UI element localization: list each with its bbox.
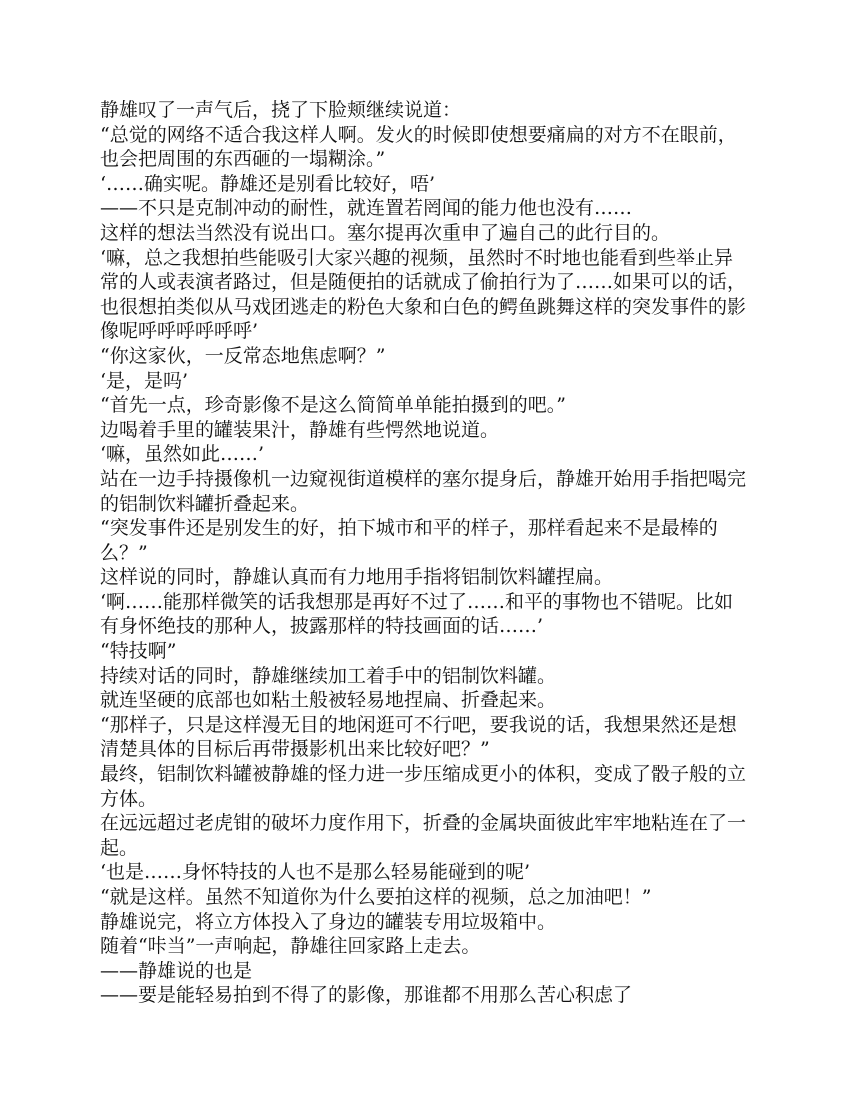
paragraph: 站在一边手持摄像机一边窥视街道模样的塞尔提身后，静雄开始用手指把喝完的铝制饮料罐折叠起来。 [100,467,747,515]
paragraph: “那样子，只是这样漫无目的地闲逛可不行吧，要我说的话，我想果然还是想清楚具体的目标后再带摄影机出来比较好吧？” [100,713,737,761]
document-body [100,98,750,1008]
paragraph: “首先一点，珍奇影像不是这么简简单单能拍摄到的吧。” [100,394,566,417]
paragraph: 这样说的同时，静雄认真而有力地用手指将铝制饮料罐捏扁。 [100,566,614,589]
paragraph: 最终，铝制饮料罐被静雄的怪力进一步压缩成更小的体积，变成了骰子般的立方体。 [100,763,747,810]
paragraph: “总觉的网络不适合我这样人啊。发火的时候即使想要痛扁的对方不在眼前，也会把周围的东西砸的一塌糊涂。” [100,123,737,171]
paragraph: 静雄叹了一声气后，挠了下脸颊继续说道： [100,99,462,121]
paragraph: “你这家伙，一反常态地焦虑啊？” [100,344,386,367]
paragraph: ‘……确实呢。静雄还是别看比较好，唔’ [100,172,436,195]
paragraph: ——不只是克制冲动的耐性，就连置若罔闻的能力他也没有…… [100,197,633,220]
paragraph: ——要是能轻易拍到不得了的影像，那谁都不用那么苦心积虑了 [100,984,633,1007]
paragraph: 持续对话的同时，静雄继续加工着手中的铝制饮料罐。 [100,664,557,687]
paragraph: ‘也是……身怀特技的人也不是那么轻易能碰到的呢’ [100,861,531,884]
paragraph: ‘是，是吗’ [100,369,189,392]
paragraph: 边喝着手里的罐装果汁，静雄有些愕然地说道。 [100,418,500,441]
paragraph: 在远远超过老虎钳的破坏力度作用下，折叠的金属块面彼此牢牢地粘连在了一起。 [100,812,747,859]
paragraph: 就连坚硬的底部也如粘土般被轻易地捏扁、折叠起来。 [100,689,557,712]
paragraph: 这样的想法当然没有说出口。塞尔提再次重申了遍自己的此行目的。 [100,221,671,244]
paragraph: “特技啊” [100,640,177,663]
paragraph: 静雄说完，将立方体投入了身边的罐装专用垃圾箱中。 [100,910,557,933]
paragraph: ‘嘛，虽然如此……’ [100,443,265,466]
paragraph: “就是这样。虽然不知道你为什么要拍这样的视频，总之加油吧！” [100,886,652,908]
paragraph: ‘嘛，总之我想拍些能吸引大家兴趣的视频，虽然时不时地也能看到些举止异常的人或表演者路过，但是随便拍的话就成了偷拍行为了……如果可以的话，也很想拍类似从马戏团逃走的粉色大象和白色的鳄鱼跳舞这样的突发事件的影像呢呼呼呼呼呼呼’ [100,246,747,343]
paragraph: “突发事件还是别发生的好，拍下城市和平的样子，那样看起来不是最棒的么？” [100,517,718,564]
paragraph: ‘啊……能那样微笑的话我想那是再好不过了……和平的事物也不错呢。比如有身怀绝技的那种人，披露那样的特技画面的话……’ [100,590,734,638]
paragraph: 随着“咔当”一声响起，静雄往回家路上走去。 [100,935,481,958]
paragraph: ——静雄说的也是 [100,959,253,982]
